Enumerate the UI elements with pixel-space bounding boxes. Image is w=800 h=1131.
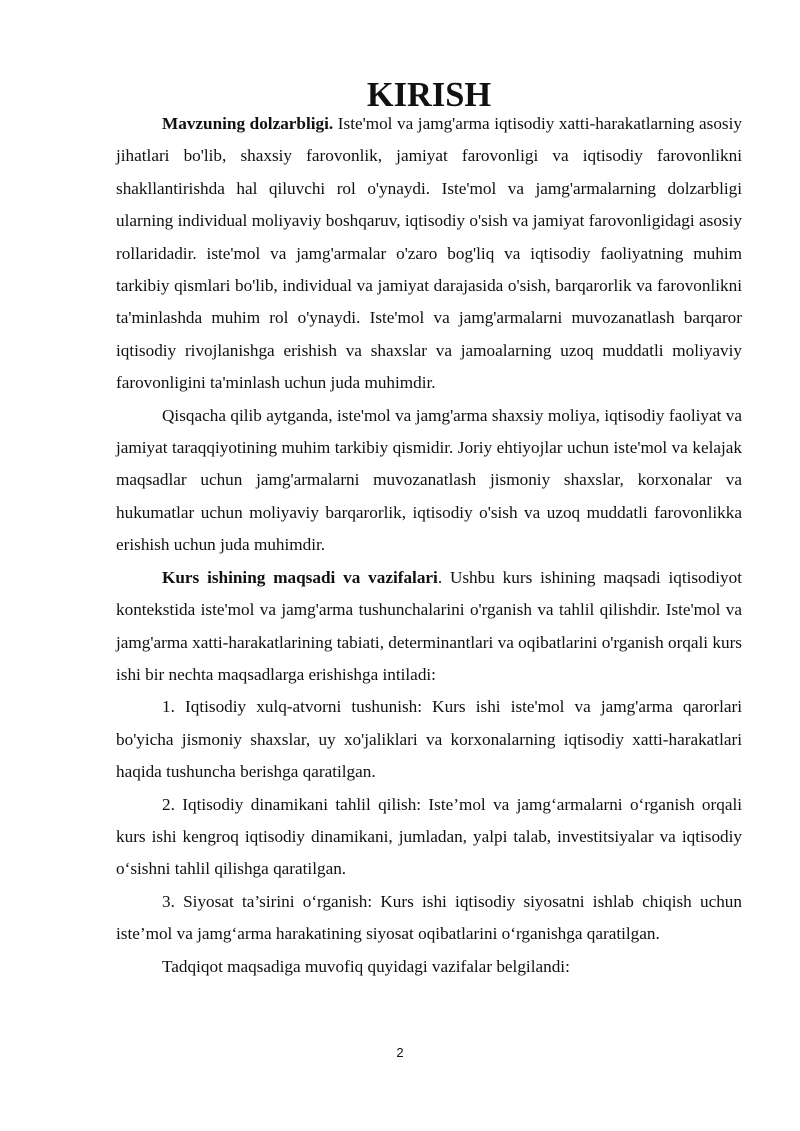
paragraph-text: 3. Siyosat ta’sirini o‘rganish: Kurs ishi iqtisodiy siyosatni ishlab chiqish uchun iste’mol va jamg‘arma harakatining siyosat oqibatlarini o‘rganishga qaratilgan. — [116, 891, 742, 944]
paragraph-relevance — [116, 108, 742, 400]
section-title: KIRISH — [366, 76, 492, 114]
paragraph-text: Qisqacha qilib aytganda, iste'mol va jamg'arma shaxsiy moliya, iqtisodiy faoliyat va jamiyat taraqqiyotining muhim tarkibiy qismidir. Joriy ehtiyojlar uchun iste'mol va kelajak maqsadlar uchun jamg'armalarni muvozanatlash jismoniy shaxslar, korxonalar va hukumatlar uchun moliyaviy barqarorlik, iqtisodiy o'sish va uzoq muddatli farovonlikka erishish uchun juda muhimdir. — [116, 405, 742, 555]
paragraph-text: Tadqiqot maqsadiga muvofiq quyidagi vazifalar belgilandi: — [162, 956, 570, 976]
paragraph-text: . Ushbu kurs ishining maqsadi iqtisodiyot kontekstida iste'mol va jamg'arma tushunchalarini o'rganish va tahlil qilishdir. Iste'mol va jamg'arma xatti-harakatlarining tabiati, determinantlari va oqibatlarini o'rganish orqali kurs ishi bir nechta maqsadlarga erishishga intiladi: — [116, 567, 742, 684]
list-item — [116, 886, 742, 951]
paragraph-text: 1. Iqtisodiy xulq-atvorni tushunish: Kurs ishi iste'mol va jamg'arma qarorlari bo'yicha jismoniy shaxslar, uy xo'jaliklari va korxonalarning iqtisodiy xatti-harakatlari haqida tushuncha berishga qaratilgan. — [116, 697, 742, 782]
page-number: 2 — [396, 1045, 404, 1060]
paragraph-goals — [116, 562, 742, 692]
paragraph-lead: Mavzuning dolzarbligi. — [162, 114, 334, 133]
paragraph-lead: Kurs ishining maqsadi va vazifalari — [162, 567, 438, 587]
paragraph-text: Iste'mol va jamg'arma iqtisodiy xatti-harakatlarning asosiy jihatlari bo'lib, shaxsiy farovonlik, jamiyat farovonligi va iqtisodiy farovonlikni shakllantirishda hal qiluvchi rol o'ynaydi. Iste'mol va jamg'armalarning dolzarbligi ularning individual moliyaviy boshqaruv, iqtisodiy o'sish va jamiyat farovonligidagi asosiy rollaridadir. iste'mol va jamg'armalar o'zaro bog'liq va iqtisodiy faoliyatning muhim tarkibiy qismlari bo'lib, individual va jamiyat darajasida o'sish, barqarorlik va farovonlikni ta'minlashda muhim rol o'ynaydi. Iste'mol va jamg'armalarni muvozanatlash barqaror iqtisodiy rivojlanishga erishish va shaxslar va jamoalarning uzoq muddatli moliyaviy farovonligini ta'minlash uchun juda muhimdir. — [116, 114, 742, 393]
paragraph-summary — [116, 400, 742, 562]
list-item — [116, 789, 742, 886]
list-item — [116, 691, 742, 788]
paragraph-text: 2. Iqtisodiy dinamikani tahlil qilish: Iste’mol va jamg‘armalarni o‘rganish orqali kurs ishi kengroq iqtisodiy dinamikani, jumladan, yalpi talab, investitsiyalar va iqtisodiy o‘sishni tahlil qilishga qaratilgan. — [116, 794, 742, 879]
paragraph-tasks-intro — [116, 951, 742, 983]
document-page — [116, 76, 742, 983]
